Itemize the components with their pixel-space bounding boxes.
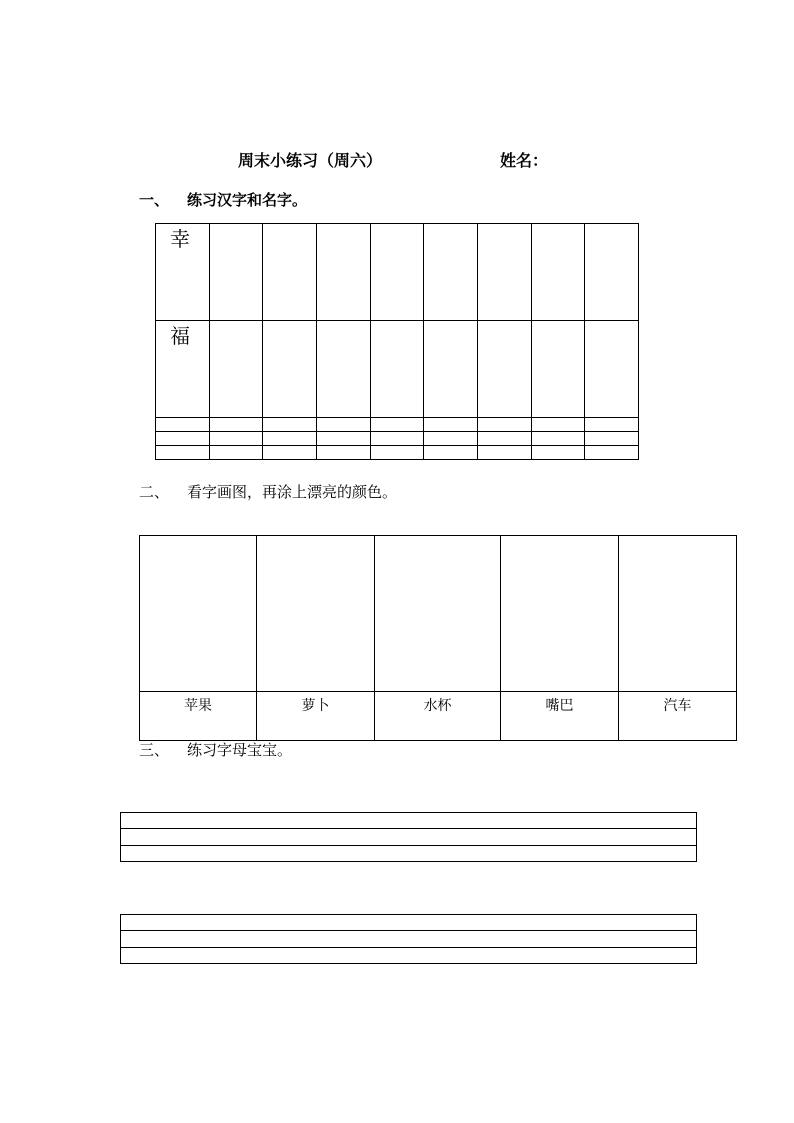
grid-cell[interactable] bbox=[263, 446, 317, 460]
grid-cell[interactable] bbox=[209, 418, 263, 432]
guide-line bbox=[121, 828, 696, 829]
grid-cell[interactable] bbox=[209, 446, 263, 460]
grid-cell[interactable] bbox=[316, 446, 370, 460]
section-1-number: 一、 bbox=[139, 191, 170, 209]
grid-cell[interactable] bbox=[263, 418, 317, 432]
grid-character bbox=[532, 321, 585, 324]
grid-character bbox=[263, 224, 316, 227]
grid-character bbox=[532, 432, 585, 435]
grid-cell[interactable] bbox=[316, 432, 370, 446]
grid-cell[interactable] bbox=[316, 224, 370, 321]
grid-cell[interactable] bbox=[477, 321, 531, 418]
name-label: 姓名： bbox=[500, 151, 549, 170]
writing-grid bbox=[155, 223, 639, 460]
grid-row bbox=[156, 418, 639, 432]
grid-character bbox=[532, 224, 585, 227]
grid-row bbox=[156, 446, 639, 460]
grid-cell[interactable] bbox=[424, 446, 478, 460]
grid-cell[interactable] bbox=[370, 418, 424, 432]
grid-character bbox=[478, 321, 531, 324]
drawing-box[interactable] bbox=[501, 536, 619, 692]
drawing-box[interactable] bbox=[257, 536, 375, 692]
grid-cell[interactable] bbox=[263, 321, 317, 418]
section-3-title: 练习字母宝宝。 bbox=[187, 741, 293, 759]
grid-character bbox=[371, 321, 424, 324]
grid-cell[interactable] bbox=[424, 321, 478, 418]
grid-row bbox=[156, 224, 639, 321]
grid-character bbox=[210, 418, 263, 421]
drawing-label: 汽车 bbox=[619, 692, 737, 741]
grid-cell[interactable] bbox=[316, 418, 370, 432]
grid-cell[interactable] bbox=[370, 224, 424, 321]
grid-cell[interactable] bbox=[531, 432, 585, 446]
grid-character bbox=[210, 224, 263, 227]
grid-character bbox=[156, 432, 209, 435]
grid-cell[interactable] bbox=[477, 446, 531, 460]
grid-character bbox=[317, 321, 370, 324]
drawing-label: 苹果 bbox=[140, 692, 257, 741]
grid-cell[interactable] bbox=[156, 418, 210, 432]
section-2-heading bbox=[139, 481, 397, 502]
grid-character bbox=[263, 446, 316, 449]
grid-cell[interactable] bbox=[263, 432, 317, 446]
grid-character bbox=[532, 446, 585, 449]
grid-character bbox=[210, 432, 263, 435]
grid-row bbox=[156, 321, 639, 418]
grid-character bbox=[478, 418, 531, 421]
grid-cell[interactable] bbox=[531, 418, 585, 432]
grid-cell[interactable] bbox=[263, 224, 317, 321]
grid-character bbox=[371, 432, 424, 435]
grid-character bbox=[371, 418, 424, 421]
grid-cell[interactable] bbox=[156, 321, 210, 418]
grid-character bbox=[317, 446, 370, 449]
grid-character: 福 bbox=[170, 324, 190, 349]
grid-character bbox=[210, 321, 263, 324]
section-2-number: 二、 bbox=[139, 483, 170, 501]
grid-cell[interactable] bbox=[531, 446, 585, 460]
guide-line bbox=[121, 845, 696, 846]
grid-cell[interactable] bbox=[209, 321, 263, 418]
grid-cell[interactable] bbox=[585, 446, 639, 460]
grid-cell[interactable] bbox=[424, 432, 478, 446]
section-3-number: 三、 bbox=[139, 741, 170, 759]
guide-line bbox=[121, 947, 696, 948]
grid-character bbox=[424, 418, 477, 421]
drawing-table bbox=[139, 535, 737, 741]
drawing-label: 嘴巴 bbox=[501, 692, 619, 741]
section-1-heading bbox=[139, 189, 307, 210]
grid-cell[interactable] bbox=[156, 224, 210, 321]
drawing-box[interactable] bbox=[375, 536, 501, 692]
section-1-title: 练习汉字和名字。 bbox=[187, 191, 308, 209]
section-3-heading bbox=[139, 739, 292, 760]
grid-character bbox=[585, 321, 638, 324]
grid-cell[interactable] bbox=[370, 432, 424, 446]
grid-cell[interactable] bbox=[316, 321, 370, 418]
grid-cell[interactable] bbox=[531, 224, 585, 321]
grid-character bbox=[424, 432, 477, 435]
grid-cell[interactable] bbox=[209, 432, 263, 446]
grid-cell[interactable] bbox=[424, 418, 478, 432]
grid-cell[interactable] bbox=[477, 432, 531, 446]
grid-character bbox=[371, 446, 424, 449]
grid-character bbox=[424, 224, 477, 227]
grid-cell[interactable] bbox=[370, 321, 424, 418]
grid-cell[interactable] bbox=[370, 446, 424, 460]
grid-character bbox=[263, 432, 316, 435]
grid-character bbox=[585, 432, 638, 435]
grid-character bbox=[585, 224, 638, 227]
grid-cell[interactable] bbox=[477, 224, 531, 321]
grid-character bbox=[156, 418, 209, 421]
grid-character bbox=[478, 446, 531, 449]
grid-character bbox=[317, 432, 370, 435]
grid-cell[interactable] bbox=[156, 446, 210, 460]
grid-cell[interactable] bbox=[585, 432, 639, 446]
grid-cell[interactable] bbox=[209, 224, 263, 321]
letter-writing-lines[interactable] bbox=[120, 914, 697, 964]
letter-writing-lines[interactable] bbox=[120, 812, 697, 862]
drawing-box[interactable] bbox=[140, 536, 257, 692]
drawing-box[interactable] bbox=[619, 536, 737, 692]
grid-cell[interactable] bbox=[156, 432, 210, 446]
grid-character: 幸 bbox=[170, 227, 190, 251]
grid-cell[interactable] bbox=[585, 224, 639, 321]
drawing-label: 萝卜 bbox=[257, 692, 375, 741]
grid-character bbox=[317, 224, 370, 227]
grid-character bbox=[156, 446, 209, 449]
grid-character bbox=[263, 321, 316, 324]
grid-character bbox=[263, 418, 316, 421]
grid-character bbox=[585, 446, 638, 449]
grid-cell[interactable] bbox=[585, 321, 639, 418]
grid-cell[interactable] bbox=[477, 418, 531, 432]
grid-character bbox=[585, 418, 638, 421]
drawing-label: 水杯 bbox=[375, 692, 501, 741]
grid-character bbox=[317, 418, 370, 421]
grid-character bbox=[478, 224, 531, 227]
section-2-title: 看字画图，再涂上漂亮的颜色。 bbox=[187, 483, 398, 501]
grid-character bbox=[478, 432, 531, 435]
page-title: 周末小练习（周六） bbox=[238, 151, 383, 170]
grid-character bbox=[424, 321, 477, 324]
grid-character bbox=[210, 446, 263, 449]
grid-cell[interactable] bbox=[585, 418, 639, 432]
grid-cell[interactable] bbox=[531, 321, 585, 418]
grid-character bbox=[532, 418, 585, 421]
grid-character bbox=[424, 446, 477, 449]
grid-row bbox=[156, 432, 639, 446]
guide-line bbox=[121, 930, 696, 931]
grid-cell[interactable] bbox=[424, 224, 478, 321]
grid-character bbox=[371, 224, 424, 227]
